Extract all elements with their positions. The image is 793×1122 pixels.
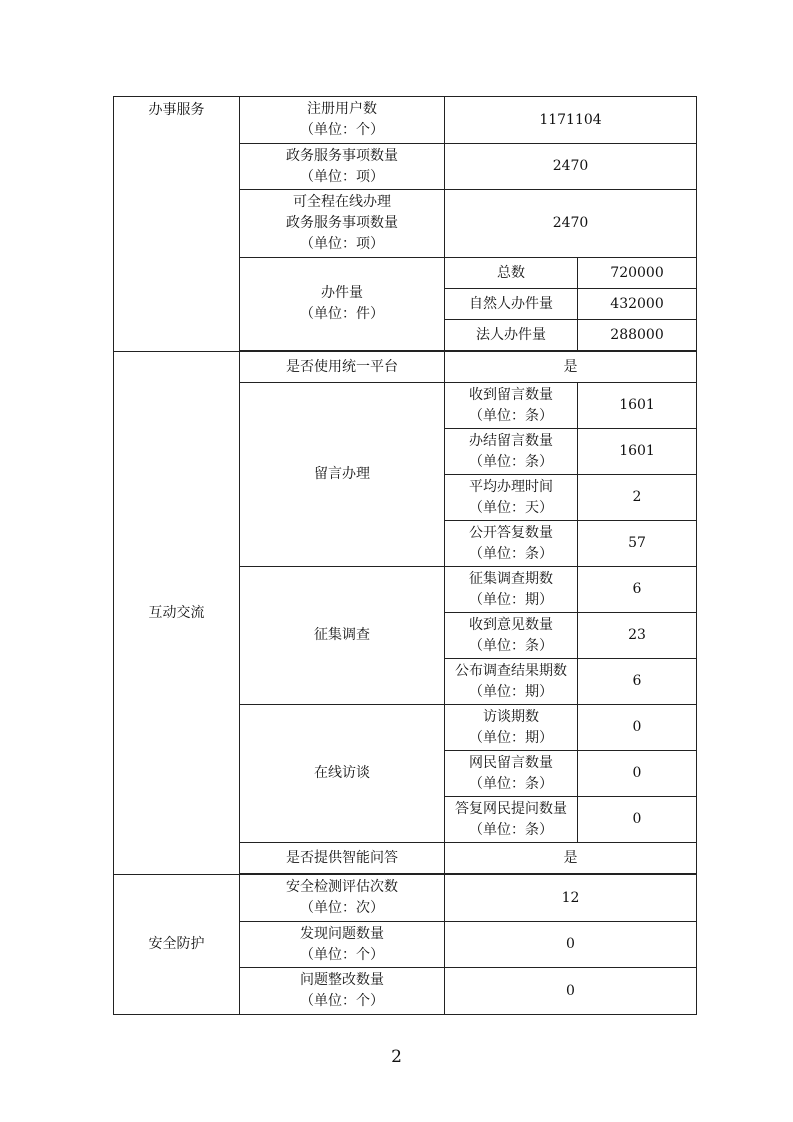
value-volume-legal: 288000 <box>578 320 697 351</box>
value-public-replies: 57 <box>578 521 697 567</box>
label-service-items: 政务服务事项数量 （单位：项） <box>240 144 445 190</box>
label-interview-periods: 访谈期数 （单位：期） <box>445 705 578 751</box>
value-avg-handling-time: 2 <box>578 475 697 521</box>
label-messages-received: 收到留言数量 （单位：条） <box>445 383 578 429</box>
label-security-checks: 安全检测评估次数 （单位：次） <box>240 875 445 922</box>
label-survey: 征集调查 <box>240 567 445 705</box>
label-messages-handled: 办结留言数量 （单位：条） <box>445 429 578 475</box>
value-security-checks: 12 <box>445 875 697 922</box>
value-service-items: 2470 <box>445 144 697 190</box>
label-message-handling: 留言办理 <box>240 383 445 567</box>
value-volume-natural: 432000 <box>578 289 697 320</box>
label-volume-natural: 自然人办件量 <box>445 289 578 320</box>
value-netizen-messages: 0 <box>578 751 697 797</box>
value-survey-results: 6 <box>578 659 697 705</box>
label-registered-users: 注册用户数 （单位：个） <box>240 97 445 144</box>
value-messages-handled: 1601 <box>578 429 697 475</box>
label-avg-handling-time: 平均办理时间 （单位：天） <box>445 475 578 521</box>
page-number: 2 <box>391 1047 402 1067</box>
value-issues-found: 0 <box>445 922 697 968</box>
label-volume: 办件量 （单位：件） <box>240 258 445 351</box>
value-volume-total: 720000 <box>578 258 697 289</box>
label-volume-legal: 法人办件量 <box>445 320 578 351</box>
label-volume-total: 总数 <box>445 258 578 289</box>
value-registered-users: 1171104 <box>445 97 697 144</box>
category-security: 安全防护 <box>114 875 240 1015</box>
value-issues-fixed: 0 <box>445 968 697 1015</box>
category-interaction: 互动交流 <box>114 352 240 875</box>
label-opinions-received: 收到意见数量 （单位：条） <box>445 613 578 659</box>
label-public-replies: 公开答复数量 （单位：条） <box>445 521 578 567</box>
value-online-items: 2470 <box>445 190 697 258</box>
label-survey-results: 公布调查结果期数 （单位：期） <box>445 659 578 705</box>
value-unified-platform: 是 <box>445 352 697 383</box>
value-opinions-received: 23 <box>578 613 697 659</box>
statistics-table <box>113 96 697 1015</box>
value-smart-qa: 是 <box>445 843 697 874</box>
category-service: 办事服务 <box>114 97 240 352</box>
label-survey-periods: 征集调查期数 （单位：期） <box>445 567 578 613</box>
label-issues-fixed: 问题整改数量 （单位：个） <box>240 968 445 1015</box>
value-survey-periods: 6 <box>578 567 697 613</box>
value-netizen-answers: 0 <box>578 797 697 843</box>
label-online-items: 可全程在线办理 政务服务事项数量 （单位：项） <box>240 190 445 258</box>
value-messages-received: 1601 <box>578 383 697 429</box>
label-smart-qa: 是否提供智能问答 <box>240 843 445 874</box>
label-netizen-messages: 网民留言数量 （单位：条） <box>445 751 578 797</box>
label-issues-found: 发现问题数量 （单位：个） <box>240 922 445 968</box>
value-interview-periods: 0 <box>578 705 697 751</box>
label-online-interview: 在线访谈 <box>240 705 445 843</box>
label-netizen-answers: 答复网民提问数量 （单位：条） <box>445 797 578 843</box>
label-unified-platform: 是否使用统一平台 <box>240 352 445 383</box>
